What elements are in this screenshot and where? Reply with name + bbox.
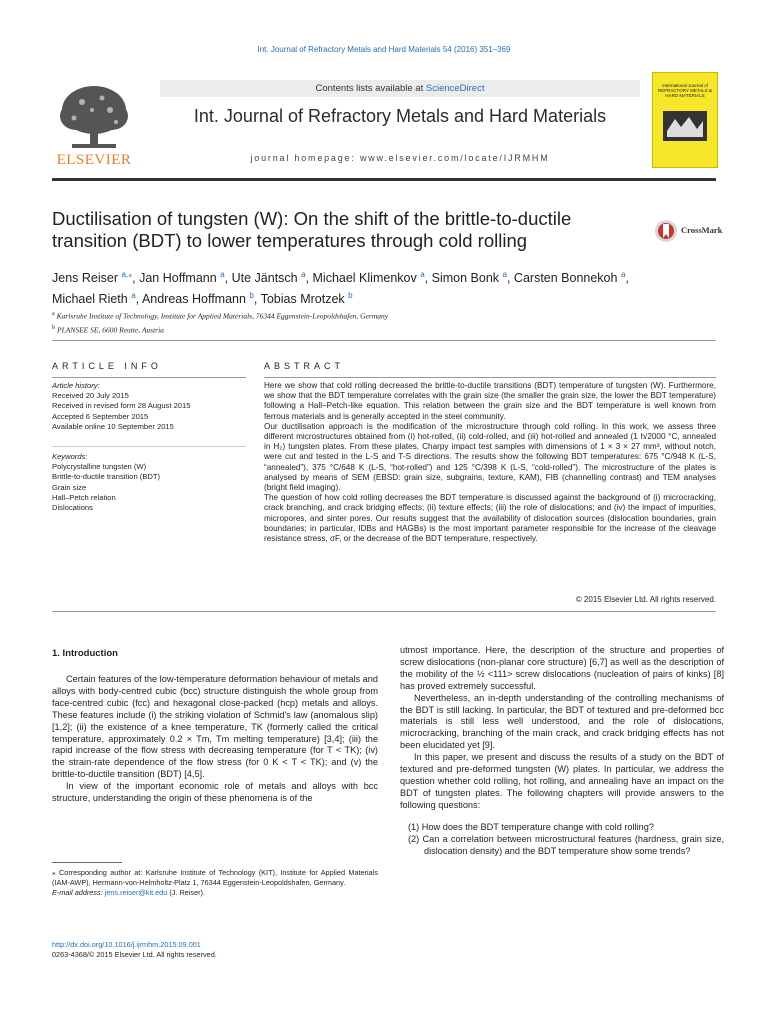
author[interactable]: Jens Reiser $^{a,⁎}$ <box>52 270 133 286</box>
keyword: Hall–Petch relation <box>52 492 116 502</box>
author[interactable]: Carsten Bonnekoh $^a$ <box>513 270 626 286</box>
keyword: Polycrystalline tungsten (W) <box>52 462 147 472</box>
journal-homepage[interactable]: journal homepage: www.elsevier.com/locate/IJRMHM <box>250 153 550 163</box>
keyword: Dislocations <box>52 503 93 513</box>
keywords-label: Keywords: <box>52 452 88 461</box>
question-item: (2) Can a correlation between microstructural features (hardness, grain size, dislocation density) and the BDT temperature show some trends? <box>408 833 724 856</box>
email-suffix: (J. Reiser). <box>169 888 206 897</box>
section-heading-introduction: 1. Introduction <box>52 648 118 659</box>
author-list: Jens Reiser $^{a,⁎}$, Jan Hoffmann $^a$, Ute Jäntsch $^a$, Michael Klimenkov $^a$, Simon Bonk $^a$, Carsten Bonnekoh $^a$, Michael Rieth $^a$, Andreas Hoffmann $^b$, Tobias Mrotzek $^b$ <box>52 270 629 307</box>
body-column-right <box>400 645 724 867</box>
history-item: Accepted 6 September 2015 <box>52 411 149 421</box>
author[interactable]: Ute Jäntsch $^a$ <box>231 270 306 286</box>
divider <box>52 611 716 612</box>
crossmark-badge[interactable] <box>654 218 734 244</box>
contents-bar <box>160 80 640 97</box>
issn-line: 0263-4368/© 2015 Elsevier Ltd. All rights reserved. <box>52 950 217 959</box>
affiliation: $^b$ PLANSEE SE, 6600 Reutte, Austria <box>52 323 164 334</box>
article-title: Ductilisation of tungsten (W): On the shift of the brittle-to-ductile transition (BDT) to lower temperatures through cold rolling <box>52 208 572 251</box>
sciencedirect-link[interactable]: ScienceDirect <box>425 83 485 94</box>
divider <box>52 340 716 341</box>
doi-block <box>52 940 378 960</box>
body-paragraph: Certain features of the low-temperature deformation behaviour of metals and alloys with body-centred cubic (bcc) structure distinguish the whole group from face-centred cubic (fcc) and hexagonal close-packed (hcp) metals and alloys. These features include (i) the striking violation of Schmid's law (anomalous slip) [1,2]; (ii) the existence of a knee temperature, TK (formerly called the critical temperature, approximately 0.2 × Tm, Tm melting temperature) [3,4]; (iii) the rapid increase of the flow stress with decreasing temperature (for T < TK); (iv) the strain-rate dependence of the flow stress (for 0 K < T < TK); and (v) the brittle-to-ductile transition (BDT) [4,5]. <box>52 674 378 780</box>
question-item: (1) How does the BDT temperature change with cold rolling? <box>408 821 654 832</box>
keywords <box>52 452 246 513</box>
elsevier-wordmark: ELSEVIER <box>56 152 132 168</box>
keyword: Brittle-to-ductile transition (BDT) <box>52 472 161 482</box>
history-item: Available online 10 September 2015 <box>52 421 174 431</box>
masthead-rule <box>52 178 716 181</box>
cover-image <box>663 111 707 141</box>
keyword: Grain size <box>52 482 87 492</box>
journal-citation[interactable]: Int. Journal of Refractory Metals and Hard Materials 54 (2016) 351–369 <box>257 45 511 54</box>
footnote-rule <box>52 862 122 863</box>
divider <box>52 377 246 378</box>
body-paragraph: In view of the important economic role of metals and alloys with bcc structure, understanding the origin of these phenomena is of the <box>52 781 378 804</box>
question-list <box>400 822 724 858</box>
cover-title: International Journal of REFRACTORY METALS & HARD MATERIALS <box>658 83 712 98</box>
body-column-left <box>52 674 378 805</box>
doi-link[interactable]: http://dx.doi.org/10.1016/j.ijrmhm.2015.09.001 <box>52 940 201 949</box>
author[interactable]: Simon Bonk $^a$ <box>431 270 507 286</box>
copyright: © 2015 Elsevier Ltd. All rights reserved. <box>575 595 716 604</box>
corresponding-author-footnote <box>52 868 378 898</box>
divider <box>52 446 246 447</box>
article-history <box>52 381 246 432</box>
divider <box>264 377 716 378</box>
email-label: E-mail address: <box>52 888 103 897</box>
abstract-body <box>264 381 716 544</box>
body-paragraph: In this paper, we present and discuss the results of a study on the BDT of textured and pre-deformed tungsten (W) plates. In particular, we address the question whether cold rolling, hot rolling, and annealing have an impact on the BDT of tungsten plates. The following chapters will provide answers to the following questions: <box>400 752 724 810</box>
abstract-heading: ABSTRACT <box>264 361 345 371</box>
affiliations <box>52 308 712 335</box>
author[interactable]: Jan Hoffmann $^a$ <box>139 270 225 286</box>
body-paragraph: utmost importance. Here, the description of the structure and properties of screw dislocations (non-planar core structure) [6,7] as well as the description of the mobility of the ½ <111> screw dislocations (nucleation of pairs of kinks) [8] has proved extremely successful. <box>400 645 724 691</box>
corresponding-author-note: ⁎ Corresponding author at: Karlsruhe Institute of Technology (KIT), Institute for Applied Materials (IAM-AWP), Hermann-von-Helmholtz-Platz 1, 76344 Eggenstein-Leopoldshafen, Germany. <box>52 868 378 887</box>
author[interactable]: Michael Klimenkov $^a$ <box>312 270 425 286</box>
author[interactable]: Andreas Hoffmann $^b$ <box>141 291 254 307</box>
history-label: Article history: <box>52 381 100 390</box>
article-info-heading: ARTICLE INFO <box>52 361 162 371</box>
abstract-paragraph: Our ductilisation approach is the modification of the microstructure through cold rolling. In this work, we assess three different microstructures obtained from (i) hot-rolled, (ii) cold-rolled, and (iii) hot-rolled and annealed (1 h/2000 °C, annealed in H₂) tungsten plates. From these plates, Charpy impact test samples with dimensions of 1 × 3 × 27 mm³, without notch, were cut and tested in the L-S and T-S directions. The results show the following BDT temperatures: 675 °C/948 K (L-S, “annealed”), 375 °C/648 K (L-S, “hot-rolled”) and 125 °C/398 K (L-S, “cold-rolled”). The microstructure of the plates is analysed by means of SEM (EBSD: grain size, subgrains, texture, KAM), FIB (channelling contrast) and TEM analyses (bright field imaging). <box>264 421 716 493</box>
email-line <box>52 888 378 898</box>
history-item: Received in revised form 28 August 2015 <box>52 401 191 411</box>
author[interactable]: Tobias Mrotzek $^b$ <box>260 291 353 307</box>
journal-cover-thumbnail[interactable] <box>652 72 718 168</box>
contents-prefix: Contents lists available at <box>315 83 426 94</box>
abstract-paragraph: Here we show that cold rolling decreased the brittle-to-ductile transitions (BDT) temperature of tungsten (W). Furthermore, we show that the BDT temperature correlates with the grain size (the smaller the grain size, the lower the BDT temperature) following a Hall–Petch-like equation. This relation between the grain size and the BDT temperature is well known from ferrous materials and is generally accepted in the steel community. <box>264 381 716 421</box>
author[interactable]: Michael Rieth $^a$ <box>52 291 136 307</box>
abstract-paragraph: The question of how cold rolling decreases the BDT temperature is discussed against the background of (i) microcracking, crack branching, and crack bridging effects; (ii) texture effects; (iii) the role of dislocations; and (iv) the impact of impurities, micropores, and sinter pores. Our results suggest that the availability of dislocation sources (dislocation boundaries, grain boundaries; in particular, IDBs and HAGBs) is the most important parameter responsible for the increase of the cleavage resistance stress, σF, or the decrease of the BDT temperature, respectively. <box>264 493 716 544</box>
affiliation: $^a$ Karlsruhe Institute of Technology, Institute for Applied Materials, 76344 Eggenstein-Leopoldshafen, Germany <box>52 310 389 321</box>
history-item: Received 20 July 2015 <box>52 391 129 401</box>
journal-title[interactable]: Int. Journal of Refractory Metals and Hard Materials <box>193 106 607 126</box>
crossmark-icon <box>654 218 678 244</box>
email-link[interactable]: jens.reiser@kit.edu <box>104 888 168 897</box>
crossmark-label: CrossMark <box>681 225 723 235</box>
body-paragraph: Nevertheless, an in-depth understanding of the controlling mechanisms of the BDT is still lacking. In particular, the BDT of textured and pre-deformed bcc materials is still less well understood, and the role of dislocations, microcracking, branching of the main crack, and crack bridging effects has not been elucidated yet [9]. <box>400 692 724 751</box>
